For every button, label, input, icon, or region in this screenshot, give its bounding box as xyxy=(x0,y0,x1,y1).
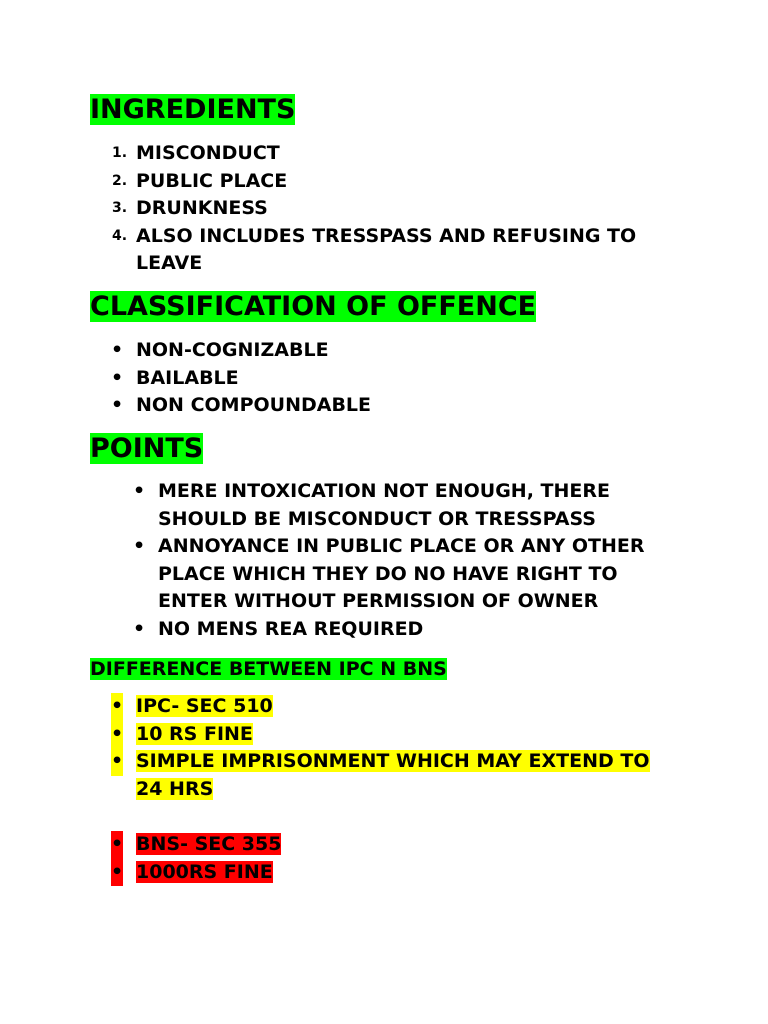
list-item xyxy=(133,478,688,533)
ingredients-heading-text: INGREDIENTS xyxy=(90,94,296,125)
list-number: 4. xyxy=(112,227,128,244)
list-item-text: ALSO INCLUDES TRESSPASS AND REFUSING TO LEAVE xyxy=(136,224,637,274)
list-item-text: PUBLIC PLACE xyxy=(136,169,288,192)
list-item xyxy=(112,195,696,223)
bullet-icon: • xyxy=(111,366,124,389)
ingredients-heading xyxy=(90,94,295,126)
list-item xyxy=(133,616,688,644)
list-item-text: MERE INTOXICATION NOT ENOUGH, THERE SHOULD BE MISCONDUCT OR TRESSPASS xyxy=(158,480,610,530)
list-number: 3. xyxy=(112,200,128,216)
bullet-icon: • xyxy=(111,859,123,887)
difference-heading-text: DIFFERENCE BETWEEN IPC N BNS xyxy=(90,658,447,680)
ipc-item-text: IPC- SEC 510 xyxy=(136,695,273,717)
bns-item-text: 1000RS FINE xyxy=(136,860,273,883)
points-heading xyxy=(90,433,203,465)
list-item xyxy=(112,223,696,278)
list-item-text: MISCONDUCT xyxy=(136,142,280,164)
points-list xyxy=(133,478,688,643)
classification-heading xyxy=(90,291,536,323)
list-item xyxy=(111,693,656,721)
list-number: 1. xyxy=(112,145,128,161)
ipc-list xyxy=(111,693,656,803)
list-item xyxy=(111,365,696,393)
bullet-icon: • xyxy=(111,693,123,721)
bns-list xyxy=(111,831,656,886)
classification-heading-text: CLASSIFICATION OF OFFENCE xyxy=(90,291,537,322)
list-item-text: NO MENS REA REQUIRED xyxy=(158,617,424,640)
list-item xyxy=(111,748,656,803)
points-heading-text: POINTS xyxy=(90,433,204,464)
difference-heading xyxy=(90,657,447,681)
bullet-icon: • xyxy=(133,535,146,557)
list-item xyxy=(111,859,656,887)
list-item xyxy=(111,392,696,420)
ipc-item-text: 10 RS FINE xyxy=(136,722,253,745)
list-item xyxy=(111,831,656,859)
list-item xyxy=(133,533,688,616)
list-item-text: ANNOYANCE IN PUBLIC PLACE OR ANY OTHER PLACE WHICH THEY DO NO HAVE RIGHT TO ENTER WITHOUT PERMISSION OF OWNER xyxy=(158,535,645,612)
list-item-text: DRUNKNESS xyxy=(136,197,268,219)
list-item-text: NON-COGNIZABLE xyxy=(136,339,329,361)
bullet-icon: • xyxy=(111,394,124,416)
bns-item-text: BNS- SEC 355 xyxy=(136,833,282,855)
bullet-icon: • xyxy=(111,831,123,859)
bullet-icon: • xyxy=(111,748,123,776)
bullet-icon: • xyxy=(111,339,124,361)
ingredients-list xyxy=(112,140,696,278)
list-item xyxy=(111,721,656,749)
bullet-icon: • xyxy=(133,480,146,502)
list-item xyxy=(112,168,696,196)
list-item xyxy=(112,140,696,168)
classification-list xyxy=(111,337,696,420)
ipc-item-text: SIMPLE IMPRISONMENT WHICH MAY EXTEND TO 24 HRS xyxy=(136,750,650,800)
list-number: 2. xyxy=(112,172,128,189)
bullet-icon: • xyxy=(111,721,123,749)
list-item-text: NON COMPOUNDABLE xyxy=(136,394,372,416)
list-item xyxy=(111,337,696,365)
bullet-icon: • xyxy=(133,617,146,640)
list-item-text: BAILABLE xyxy=(136,366,239,389)
